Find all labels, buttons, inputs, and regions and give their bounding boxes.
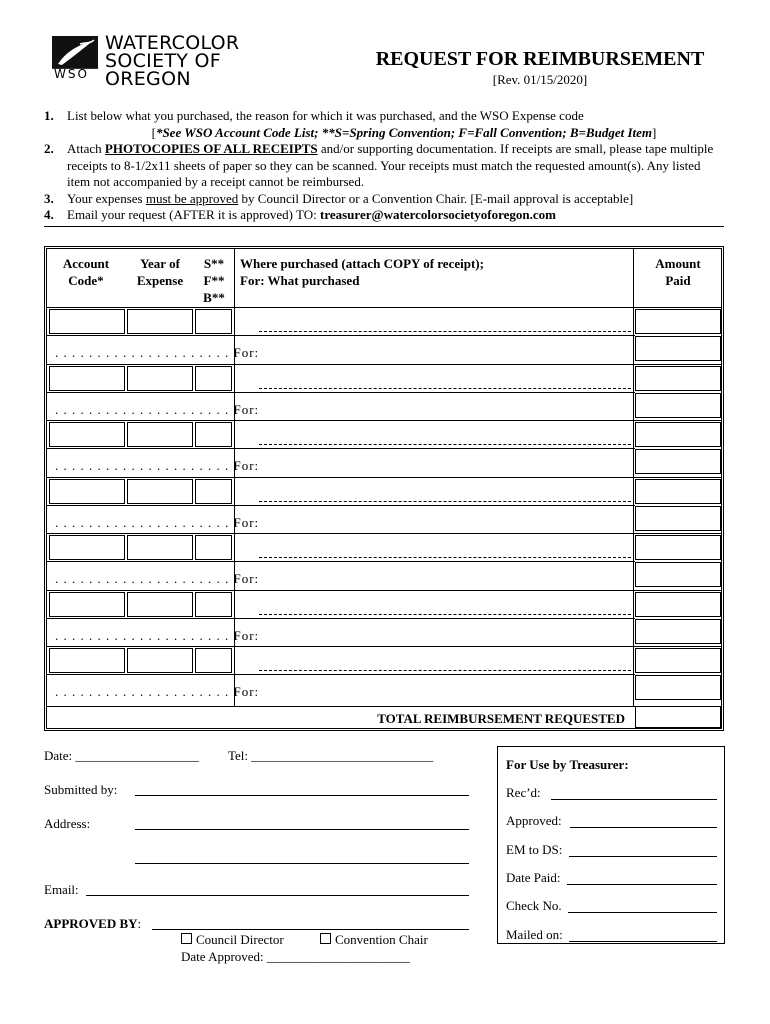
year-field[interactable]	[127, 648, 193, 673]
amount-field-2[interactable]	[635, 562, 721, 587]
for-what-label: . . . . . . . . . . . . . . . . . . . . . For:	[55, 345, 260, 360]
where-purchased-field[interactable]	[259, 557, 631, 558]
for-what-label: . . . . . . . . . . . . . . . . . . . . . For:	[55, 628, 260, 643]
account-code-field[interactable]	[49, 592, 125, 617]
recd-field[interactable]	[551, 799, 717, 800]
address-field-1[interactable]	[135, 829, 469, 830]
divider	[47, 477, 721, 478]
treasurer-email[interactable]: treasurer@watercolorsocietyoforegon.com	[319, 207, 557, 222]
where-purchased-field[interactable]	[259, 331, 631, 332]
em-to-ds-label: EM to DS:	[506, 842, 563, 857]
instruction-4: 4. Email your request (AFTER it is approved) TO: treasurer@watercolorsocietyoforegon.com	[44, 207, 557, 222]
instruction-1: 1. List below what you purchased, the reason for which it was purchased, and the WSO Expense code	[44, 108, 584, 123]
divider	[47, 674, 635, 675]
sfb-field[interactable]	[195, 366, 232, 391]
revision-date: [Rev. 01/15/2020]	[492, 72, 588, 87]
divider	[47, 335, 635, 336]
date-approved-label: Date Approved: ______________________	[181, 949, 410, 964]
email-field[interactable]	[86, 895, 469, 896]
divider	[47, 561, 635, 562]
total-amount-field[interactable]	[635, 706, 721, 728]
approved-label: Approved:	[506, 813, 562, 828]
for-what-label: . . . . . . . . . . . . . . . . . . . . . For:	[55, 515, 260, 530]
logo-abbr: WSO	[54, 67, 89, 81]
address-field-2[interactable]	[135, 863, 469, 864]
amount-field-2[interactable]	[635, 449, 721, 474]
divider	[47, 533, 721, 534]
amount-field-2[interactable]	[635, 393, 721, 418]
header-year: Year of Expense	[136, 256, 184, 288]
where-purchased-field[interactable]	[259, 444, 631, 445]
treasurer-title: For Use by Treasurer:	[506, 757, 629, 772]
address-label: Address:	[44, 816, 91, 831]
council-director-checkbox[interactable]	[181, 933, 192, 944]
sfb-field[interactable]	[195, 309, 232, 334]
amount-field-2[interactable]	[635, 336, 721, 361]
divider	[47, 392, 635, 393]
check-no-label: Check No.	[506, 898, 562, 913]
for-what-label: . . . . . . . . . . . . . . . . . . . . . For:	[55, 458, 260, 473]
divider	[47, 590, 721, 591]
approved-field[interactable]	[570, 827, 717, 828]
instruction-1-note: [*See WSO Account Code List; **S=Spring Convention; F=Fall Convention; B=Budget Item]	[151, 124, 657, 140]
for-what-label: . . . . . . . . . . . . . . . . . . . . . For:	[55, 571, 260, 586]
header-sfb: S** F** B**	[203, 256, 225, 305]
page-title: REQUEST FOR REIMBURSEMENT	[375, 48, 705, 70]
account-code-field[interactable]	[49, 309, 125, 334]
for-what-label: . . . . . . . . . . . . . . . . . . . . . For:	[55, 684, 260, 699]
year-field[interactable]	[127, 479, 193, 504]
year-field[interactable]	[127, 592, 193, 617]
treasurer-box	[497, 746, 725, 944]
for-what-label: . . . . . . . . . . . . . . . . . . . . . For:	[55, 402, 260, 417]
year-field[interactable]	[127, 422, 193, 447]
divider	[47, 364, 721, 365]
amount-field[interactable]	[635, 592, 721, 617]
account-code-field[interactable]	[49, 479, 125, 504]
amount-field-2[interactable]	[635, 675, 721, 700]
where-purchased-field[interactable]	[259, 388, 631, 389]
mailed-on-label: Mailed on:	[506, 927, 563, 942]
date-paid-field[interactable]	[567, 884, 717, 885]
account-code-field[interactable]	[49, 648, 125, 673]
year-field[interactable]	[127, 309, 193, 334]
sfb-field[interactable]	[195, 422, 232, 447]
account-code-field[interactable]	[49, 422, 125, 447]
amount-field-2[interactable]	[635, 506, 721, 531]
header-amount: Amount Paid	[655, 256, 701, 288]
amount-field[interactable]	[635, 366, 721, 391]
divider	[47, 706, 721, 707]
account-code-field[interactable]	[49, 366, 125, 391]
instructions	[44, 108, 724, 224]
brush-icon	[50, 34, 100, 90]
email-label: Email:	[44, 882, 79, 897]
submitted-by-label: Submitted by:	[44, 782, 118, 797]
em-to-ds-field[interactable]	[569, 856, 717, 857]
approved-by-field[interactable]	[152, 929, 469, 930]
divider	[47, 448, 635, 449]
amount-field[interactable]	[635, 479, 721, 504]
recd-label: Rec’d:	[506, 785, 541, 800]
where-purchased-field[interactable]	[259, 614, 631, 615]
year-field[interactable]	[127, 535, 193, 560]
divider	[47, 618, 635, 619]
amount-field[interactable]	[635, 648, 721, 673]
divider	[44, 226, 724, 227]
header-where: Where purchased (attach COPY of receipt); For: What purchased	[240, 256, 484, 288]
submitted-by-field[interactable]	[135, 795, 469, 796]
amount-field-2[interactable]	[635, 619, 721, 644]
approved-by-label: APPROVED BY:	[44, 916, 142, 931]
option-council-director[interactable]: Council Director	[181, 932, 284, 948]
tel-label: Tel: ____________________________	[228, 748, 434, 763]
year-field[interactable]	[127, 366, 193, 391]
account-code-field[interactable]	[49, 535, 125, 560]
sfb-field[interactable]	[195, 592, 232, 617]
instruction-2: 2. Attach PHOTOCOPIES OF ALL RECEIPTS and/or supporting documentation. If receipts are small, please tape multiple receipts to 8-1/2x11 sheets of paper so they can be scanned. Your receipts must match the requested amount(s). Any listed item not accompanied by a receipt cannot be reimbursed.	[44, 141, 714, 189]
where-purchased-field[interactable]	[259, 501, 631, 502]
convention-chair-checkbox[interactable]	[320, 933, 331, 944]
divider	[47, 505, 635, 506]
header-account-code: Account Code*	[62, 256, 110, 288]
divider	[47, 307, 721, 308]
date-label: Date: ___________________	[44, 748, 199, 763]
total-label: TOTAL REIMBURSEMENT REQUESTED	[377, 711, 625, 726]
option-convention-chair[interactable]: Convention Chair	[320, 932, 428, 948]
instruction-3: 3. Your expenses must be approved by Council Director or a Convention Chair. [E-mail approval is acceptable]	[44, 190, 634, 206]
mailed-on-field[interactable]	[569, 941, 717, 942]
sfb-field[interactable]	[195, 535, 232, 560]
date-paid-label: Date Paid:	[506, 870, 561, 885]
divider	[47, 420, 721, 421]
logo-name: WATERCOLOR SOCIETY OF OREGON	[105, 32, 240, 90]
where-purchased-field[interactable]	[259, 670, 631, 671]
divider	[47, 646, 721, 647]
amount-field[interactable]	[635, 309, 721, 334]
check-no-field[interactable]	[568, 912, 717, 913]
expense-table	[44, 246, 724, 731]
sfb-field[interactable]	[195, 479, 232, 504]
wso-logo	[50, 34, 275, 94]
sfb-field[interactable]	[195, 648, 232, 673]
amount-field[interactable]	[635, 535, 721, 560]
amount-field[interactable]	[635, 422, 721, 447]
